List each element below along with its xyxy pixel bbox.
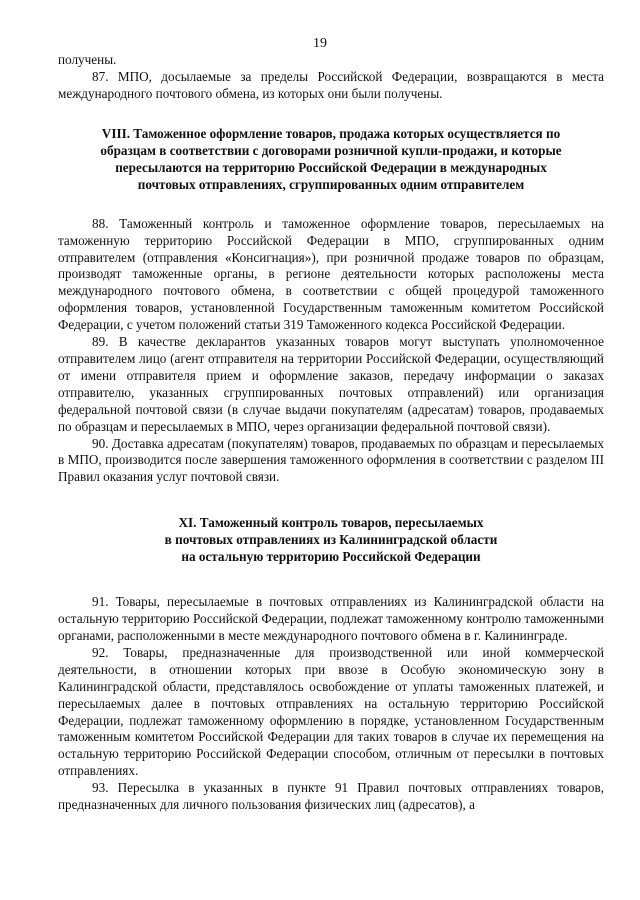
section-heading-line: образцам в соответствии с договорами розничной купли-продажи, и которые: [100, 142, 562, 158]
document-body: [58, 52, 604, 814]
spacer: [58, 103, 604, 125]
section-heading-line: на остальную территорию Российской Федерации: [181, 549, 481, 565]
section-heading-line: XI. Таможенный контроль товаров, пересылаемых: [178, 515, 484, 531]
paragraph-87: 87. МПО, досылаемые за пределы Российской Федерации, возвращаются в места международного почтового обмена, из которых они были получены.: [58, 68, 604, 101]
paragraph-88: 88. Таможенный контроль и таможенное оформление товаров, пересылаемых на таможенную территорию Российской Федерации в МПО, сгруппированных одним отправителем (отправления «Консигнация»), при розничной продаже товаров по образцам, производят таможенные органы, в регионе деятельности которых расположены места международного почтового обмена, в соответствии с общей процедурой таможенного оформления товаров, установленной Государственным таможенным комитетом Российской Федерации, с учетом положений статьи 319 Таможенного кодекса Российской Федерации.: [58, 215, 604, 333]
page-number: 19: [313, 36, 327, 51]
spacer: [58, 193, 604, 216]
section-heading-line: VIII. Таможенное оформление товаров, продажа которых осуществляется по: [101, 125, 561, 141]
spacer: [58, 486, 604, 514]
paragraph-92: 92. Товары, предназначенные для производственной или иной коммерческой деятельности, в отношении которых при ввозе в Особую экономическую зону в Калининградской области, представлялось освобождение от уплаты таможенных платежей, и пересылаемых далее в почтовых отправлениях на остальную территорию Российской Федерации, подлежат таможенному оформлению в порядке, установленном Государственным таможенным комитетом Российской Федерации для таких товаров в случае их перемещения на остальную территорию Российской Федерации способом, отличным от пересылки в почтовых отправлениях.: [58, 644, 604, 779]
section-heading-viii: [58, 125, 604, 193]
paragraph-93: 93. Пересылка в указанных в пункте 91 Правил почтовых отправлениях товаров, предназначенных для личного пользования физических лиц (адресатов), а: [58, 780, 604, 813]
section-heading-xi: [58, 514, 604, 565]
paragraph-91: 91. Товары, пересылаемые в почтовых отправлениях из Калининградской области на остальную территорию Российской Федерации, подлежат таможенному контролю таможенными органами, расположенными в месте международного почтового обмена в г. Калининграде.: [58, 594, 604, 644]
paragraph-90: 90. Доставка адресатам (покупателям) товаров, продаваемых по образцам и пересылаемых в МПО, производится после завершения таможенного оформления в соответствии с разделом III Правил оказания услуг почтовой связи.: [58, 435, 604, 485]
paragraph-89: 89. В качестве декларантов указанных товаров могут выступать уполномоченное отправителем лицо (агент отправителя на территории Российской Федерации, осуществляющий от имени отправителя прием и оформление заказов, передачу информации о заказах отправителю, указанных сгруппированных почтовых отправлений) или организация федеральной почтовой связи (в случае выдачи покупателям (адресатам) товаров, продаваемых по образцам и пересылаемых в МПО, через организации федеральной почтовой связи).: [58, 334, 604, 434]
spacer: [58, 565, 604, 594]
section-heading-line: в почтовых отправлениях из Калининградской области: [164, 532, 498, 548]
section-heading-line: пересылаются на территорию Российской Федерации в международных: [115, 159, 547, 175]
section-heading-line: почтовых отправлениях, сгруппированных одним отправителем: [137, 176, 525, 192]
paragraph-continuation: получены.: [58, 52, 117, 67]
